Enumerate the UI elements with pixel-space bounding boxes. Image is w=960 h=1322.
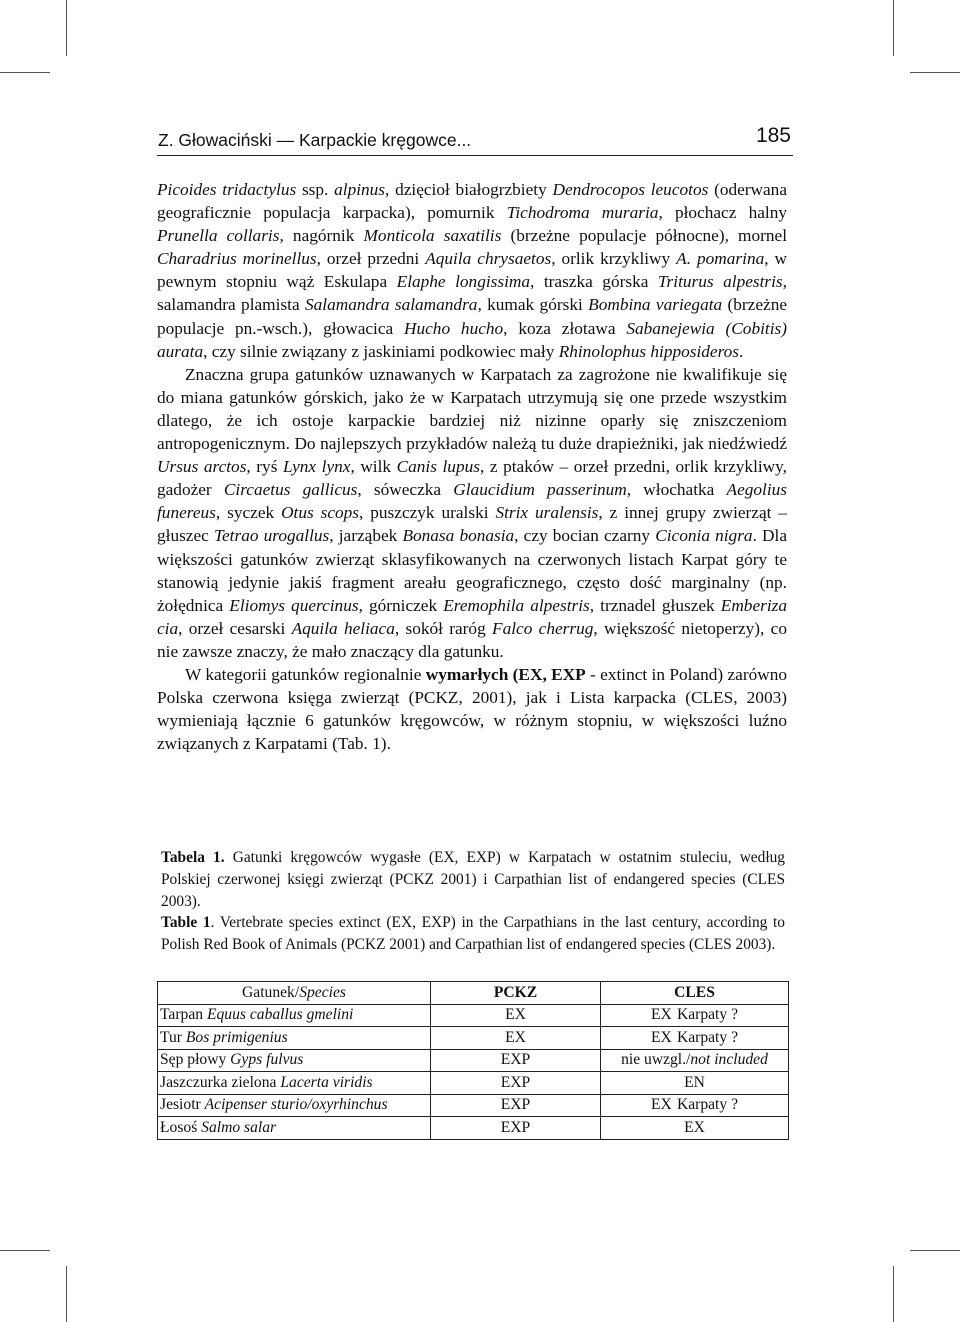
page-number: 185 <box>755 124 791 147</box>
pckz-cell: EXP <box>431 1049 601 1072</box>
crop-mark <box>893 1266 894 1322</box>
caption-polish <box>161 847 785 912</box>
column-header-pckz: PCKZ <box>431 982 601 1005</box>
crop-mark <box>893 0 894 56</box>
crop-mark <box>0 72 50 73</box>
column-header-species: Gatunek/Species <box>158 982 431 1005</box>
species-cell: Tarpan Equus caballus gmelini <box>158 1004 431 1027</box>
species-cell: Jaszczurka zielona Lacerta viridis <box>158 1072 431 1095</box>
cles-cell: EX Karpaty ? <box>601 1004 789 1027</box>
table-row <box>158 1027 789 1050</box>
species-cell: Tur Bos primigenius <box>158 1027 431 1050</box>
table-row <box>158 1094 789 1117</box>
paragraph: Picoides tridactylus ssp. alpinus, dzięcioł białogrzbiety Dendrocopos leucotos (oderwana geograficznie populacja karpacka), pomurnik Tichodroma muraria, płochacz halny Prunella collaris, nagórnik Monticola saxatilis (brzeżne populacje północne), mornel Charadrius morinellus, orzeł przedni Aquila chrysaetos, orlik krzykliwy A. pomarina, w pewnym stopniu wąż Eskulapa Elaphe longissima, traszka górska Triturus alpestris, salamandra plamista Salamandra salamandra, kumak górski Bombina variegata (brzeżne populacje pn.-wsch.), głowacica Hucho hucho, koza złotawa Sabanejewia (Cobitis) aurata, czy silnie związany z jaskiniami podkowiec mały Rhinolophus hipposideros. <box>157 180 788 361</box>
species-cell: Sęp płowy Gyps fulvus <box>158 1049 431 1072</box>
running-title: Z. Głowaciński — Karpackie kręgowce... <box>158 130 472 150</box>
table-row <box>158 1049 789 1072</box>
paragraph: Znaczna grupa gatunków uznawanych w Karpatach za zagrożone nie kwalifikuje się do miana gatunków górskich, jako że w Karpatach utrzymują się one przede wszystkim dlatego, że ich ostoje karpackie bardziej niż nizinne oparły się zniszczeniom antropogenicznym. Do najlepszych przykładów należą tu duże drapieżniki, jak niedźwiedź Ursus arctos, ryś Lynx lynx, wilk Canis lupus, z ptaków – orzeł przedni, orlik krzykliwy, gadożer Circaetus gallicus, sóweczka Glaucidium passerinum, włochatka Aegolius funereus, syczek Otus scops, puszczyk uralski Strix uralensis, z innej grupy zwierząt – głuszec Tetrao urogallus, jarząbek Bonasa bonasia, czy bocian czarny Ciconia nigra. Dla większości gatunków zwierząt sklasyfikowanych na czerwonych listach Karpat góry te stanowią jedynie jakiś fragment areału geograficznego, często dość marginalny (np. żołędnica Eliomys quercinus, górniczek Eremophila alpestris, trznadel głuszek Emberiza cia, orzeł cesarski Aquila heliaca, sokół raróg Falco cherrug, większość nietoperzy), co nie zawsze znaczy, że mało znaczący dla gatunku. <box>157 364 788 661</box>
table-row <box>158 1004 789 1027</box>
caption-text: . Vertebrate species extinct (EX, EXP) in the Carpathians in the last century, according to Polish Red Book of Animals (PCKZ 2001) and Carpathian list of endangered species (CLES 2003). <box>161 914 785 954</box>
crop-mark <box>66 1266 67 1322</box>
pckz-cell: EXP <box>431 1094 601 1117</box>
pckz-cell: EX <box>431 1027 601 1050</box>
crop-mark <box>910 72 960 73</box>
caption-text: Gatunki kręgowców wygasłe (EX, EXP) w Karpatach w ostatnim stuleciu, według Polskiej czerwonej księgi zwierząt (PCKZ 2001) i Carpathian list of endangered species (CLES 2003). <box>161 849 785 910</box>
table-header-row <box>158 982 789 1005</box>
table-row <box>158 1117 789 1140</box>
crop-mark <box>66 0 67 56</box>
crop-mark <box>0 1250 50 1251</box>
caption-label: Tabela 1. <box>161 849 225 866</box>
cles-cell: EX Karpaty ? <box>601 1094 789 1117</box>
species-table <box>157 981 789 1140</box>
pckz-cell: EXP <box>431 1072 601 1095</box>
cles-cell: nie uwzgl./not included <box>601 1049 789 1072</box>
pckz-cell: EXP <box>431 1117 601 1140</box>
crop-mark <box>910 1250 960 1251</box>
table-caption <box>161 847 785 956</box>
species-cell: Łosoś Salmo salar <box>158 1117 431 1140</box>
pckz-cell: EX <box>431 1004 601 1027</box>
cles-cell: EX <box>601 1117 789 1140</box>
caption-label: Table 1 <box>161 914 211 932</box>
running-header <box>157 121 793 156</box>
cles-cell: EN <box>601 1072 789 1095</box>
species-cell: Jesiotr Acipenser sturio/oxyrhinchus <box>158 1094 431 1117</box>
column-header-cles: CLES <box>601 982 789 1005</box>
paragraph: W kategorii gatunków regionalnie wymarłych (EX, EXP - extinct in Poland) zarówno Polska czerwona księga zwierząt (PCKZ, 2001), jak i Lista karpacka (CLES, 2003) wymieniają łącznie 6 gatunków kręgowców, w różnym stopniu, w większości luźno związanych z Karpatami (Tab. 1). <box>157 664 787 754</box>
cles-cell: EX Karpaty ? <box>601 1027 789 1050</box>
table-row <box>158 1072 789 1095</box>
caption-english <box>161 912 785 956</box>
body-text <box>157 178 787 755</box>
